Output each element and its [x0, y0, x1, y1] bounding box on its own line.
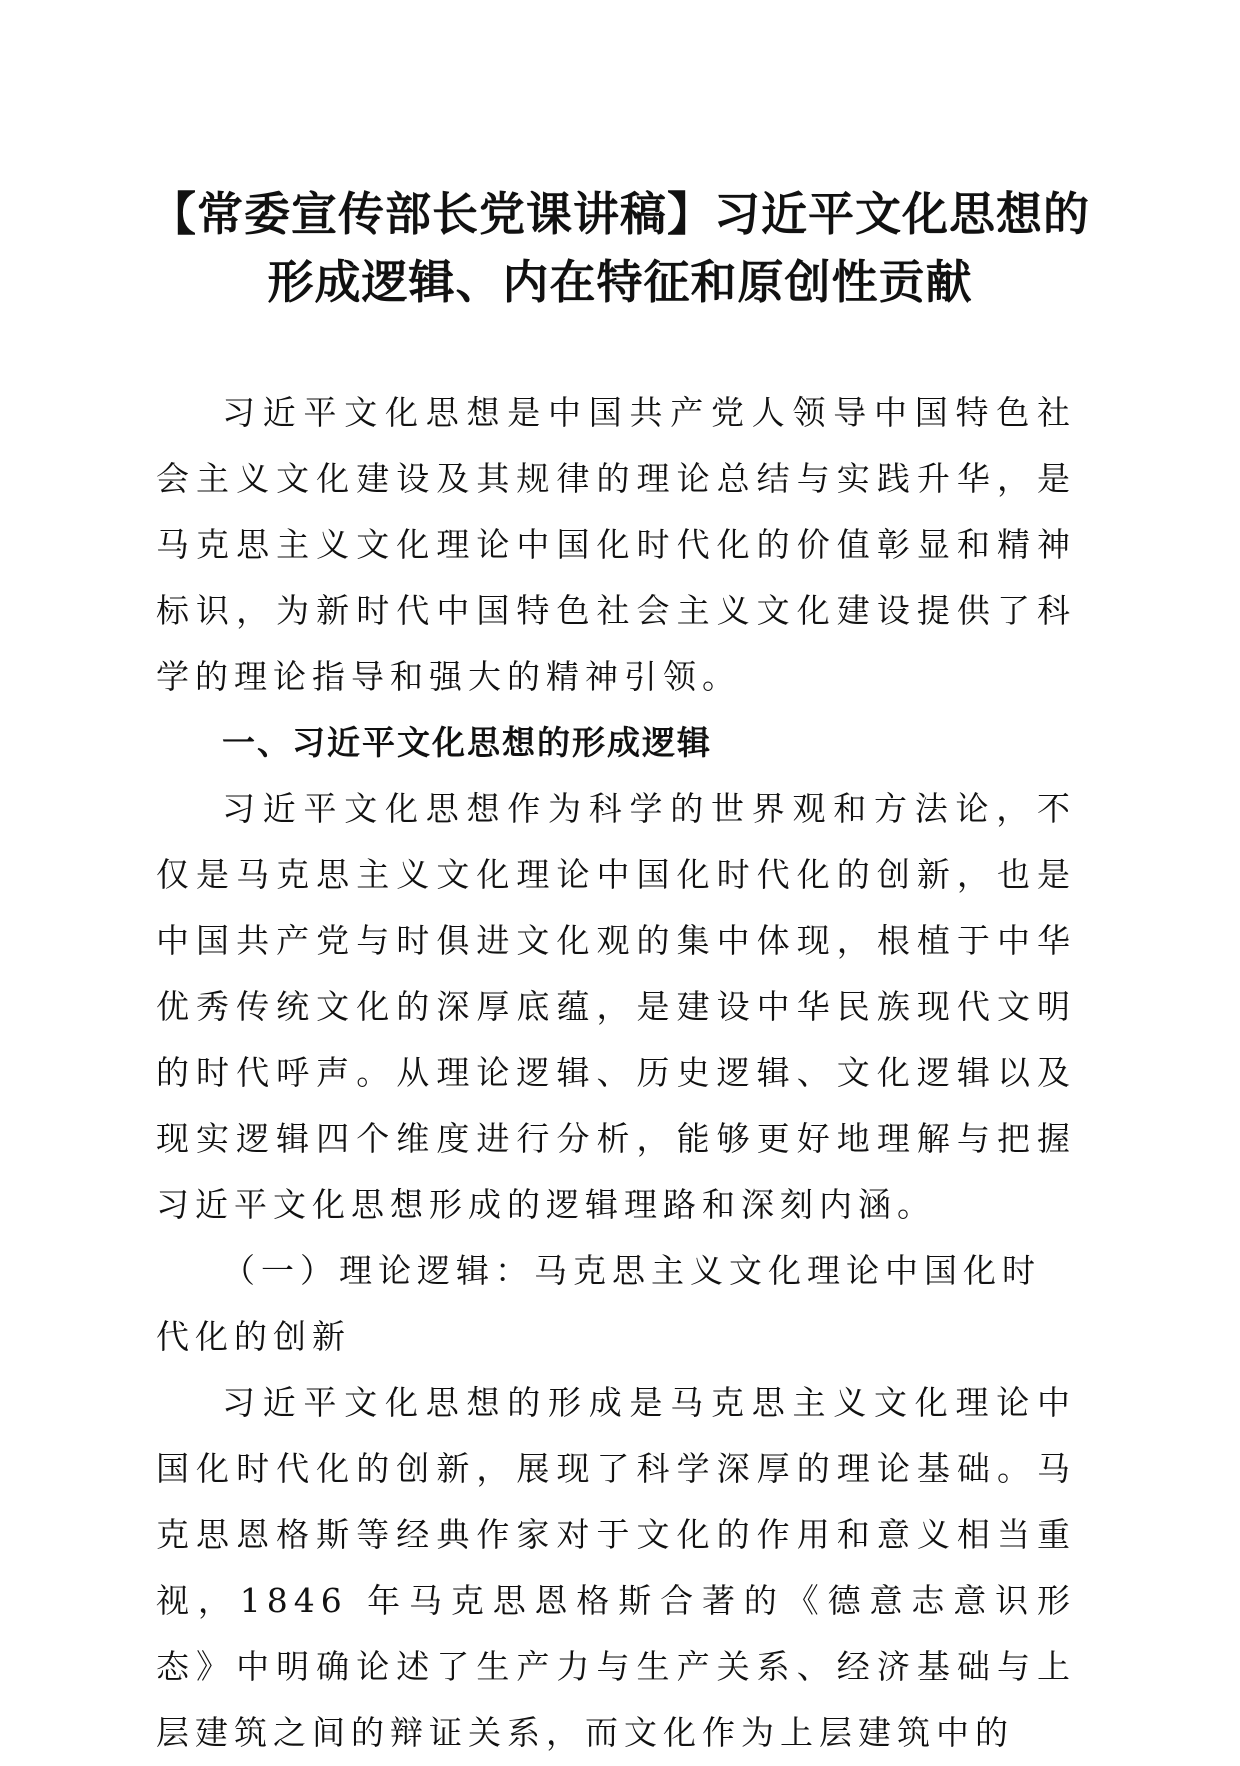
intro-paragraph: 习近平文化思想是中国共产党人领导中国特色社会主义文化建设及其规律的理论总结与实践升华，是马克思主义文化理论中国化时代化的价值彰显和精神标识，为新时代中国特色社会主义文化建设提供了科学的理论指导和强大的精神引领。: [156, 393, 1076, 696]
title-line-2: 形成逻辑、内在特征和原创性贡献: [267, 255, 973, 309]
title-line-1: 【常委宣传部长党课讲稿】习近平文化思想的: [150, 187, 1090, 241]
subsection-1-heading: （一）理论逻辑：马克思主义文化理论中国化时代化的创新: [156, 1251, 1041, 1356]
section-1-heading: 一、习近平文化思想的形成逻辑: [222, 723, 712, 762]
subsection-1-paragraph: 习近平文化思想的形成是马克思主义文化理论中国化时代化的创新，展现了科学深厚的理论基础。马克思恩格斯等经典作家对于文化的作用和意义相当重视，1846 年马克思恩格斯合著的《德意志意识形态》中明确论述了生产力与生产关系、经济基础与上层建筑之间的辩证关系，而文化作为上层建筑中的: [156, 1383, 1076, 1752]
document-title: [100, 180, 1140, 316]
section-1-paragraph: 习近平文化思想作为科学的世界观和方法论，不仅是马克思主义文化理论中国化时代化的创新，也是中国共产党与时俱进文化观的集中体现，根植于中华优秀传统文化的深厚底蕴，是建设中华民族现代文明的时代呼声。从理论逻辑、历史逻辑、文化逻辑以及现实逻辑四个维度进行分析，能够更好地理解与把握习近平文化思想形成的逻辑理路和深刻内涵。: [156, 789, 1076, 1224]
document-body: [156, 380, 1076, 1766]
